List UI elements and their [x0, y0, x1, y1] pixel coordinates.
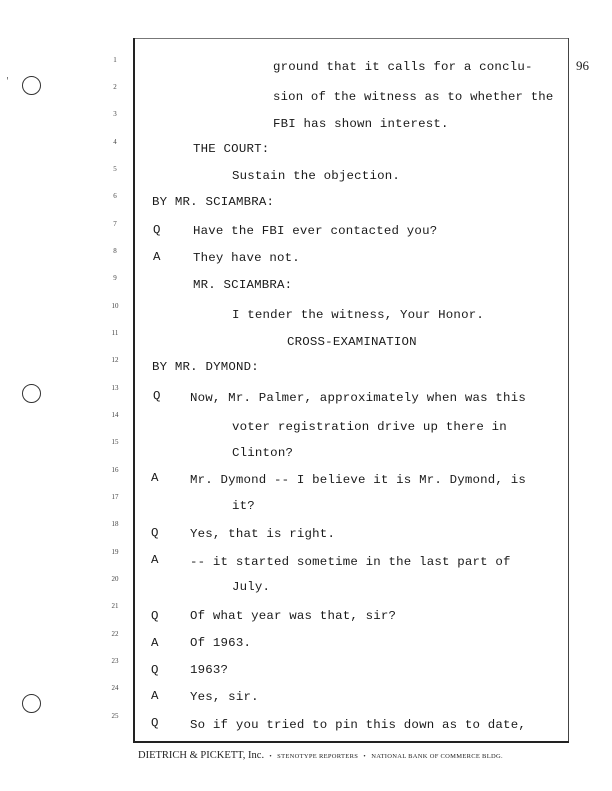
line-number: 13	[111, 384, 119, 392]
punch-hole-icon	[22, 384, 41, 403]
footer-separator: •	[269, 753, 272, 760]
transcript-line: I tender the witness, Your Honor.	[232, 308, 484, 322]
line-number: 17	[111, 493, 119, 501]
line-number: 18	[111, 520, 119, 528]
punch-hole-icon	[22, 76, 41, 95]
page-border-top	[133, 38, 569, 39]
section-heading: CROSS-EXAMINATION	[287, 335, 417, 349]
page-number: 96	[576, 58, 589, 73]
margin-mark: '	[5, 77, 10, 86]
line-number: 2	[113, 83, 117, 91]
footer-firm: DIETRICH & PICKETT, Inc.	[138, 750, 265, 761]
line-number: 9	[113, 274, 117, 282]
question-marker: Q	[151, 609, 159, 623]
footer-separator: •	[363, 753, 366, 760]
line-number: 20	[111, 575, 119, 583]
question-marker: Q	[151, 716, 159, 730]
transcript-line: FBI has shown interest.	[273, 117, 449, 131]
line-number: 6	[113, 192, 117, 200]
question-marker: Q	[153, 389, 161, 403]
footer-address: NATIONAL BANK OF COMMERCE BLDG.	[371, 753, 503, 760]
line-number: 7	[113, 220, 117, 228]
line-number: 14	[111, 411, 119, 419]
question-marker: Q	[153, 223, 161, 237]
transcript-line: Of what year was that, sir?	[190, 609, 397, 623]
line-number: 3	[113, 110, 117, 118]
line-number: 21	[111, 602, 119, 610]
question-marker: Q	[151, 663, 159, 677]
transcript-line: ground that it calls for a conclu-	[273, 60, 533, 74]
line-number: 8	[113, 247, 117, 255]
punch-hole-icon	[22, 694, 41, 713]
line-number: 4	[113, 138, 117, 146]
line-number: 1	[113, 56, 117, 64]
transcript-line: Clinton?	[232, 446, 294, 460]
answer-marker: A	[151, 553, 159, 567]
transcript-line: Sustain the objection.	[232, 169, 400, 183]
transcript-line: 1963?	[190, 663, 229, 677]
page-border-right	[568, 38, 569, 741]
line-number: 24	[111, 684, 119, 692]
line-number: 15	[111, 438, 119, 446]
transcript-line: Of 1963.	[190, 636, 252, 650]
transcript-line: July.	[232, 580, 271, 594]
transcript-line: Mr. Dymond -- I believe it is Mr. Dymond, is	[190, 473, 526, 487]
footer-service: STENOTYPE REPORTERS	[277, 753, 359, 760]
answer-marker: A	[153, 250, 161, 264]
line-number: 10	[111, 302, 119, 310]
question-marker: Q	[151, 526, 159, 540]
transcript-line: Yes, that is right.	[190, 527, 336, 541]
speaker-heading: MR. SCIAMBRA:	[193, 278, 293, 292]
line-number: 22	[111, 630, 119, 638]
transcript-line: voter registration drive up there in	[232, 420, 507, 434]
line-number: 16	[111, 466, 119, 474]
answer-marker: A	[151, 471, 159, 485]
transcript-line: it?	[232, 499, 255, 513]
transcript-line: Have the FBI ever contacted you?	[193, 224, 438, 238]
line-number: 11	[111, 329, 119, 337]
transcript-line: They have not.	[193, 251, 300, 265]
examiner-heading: BY MR. SCIAMBRA:	[152, 195, 275, 209]
transcript-line: So if you tried to pin this down as to date,	[190, 718, 526, 732]
transcript-line: Now, Mr. Palmer, approximately when was this	[190, 391, 526, 405]
page-border-bottom	[133, 741, 569, 743]
line-number: 23	[111, 657, 119, 665]
line-number: 12	[111, 356, 119, 364]
answer-marker: A	[151, 689, 159, 703]
speaker-heading: THE COURT:	[193, 142, 270, 156]
transcript-line: sion of the witness as to whether the	[273, 90, 554, 104]
line-number: 5	[113, 165, 117, 173]
line-number: 19	[111, 548, 119, 556]
transcript-line: Yes, sir.	[190, 690, 259, 704]
page-border-left	[133, 38, 135, 741]
reporter-footer	[138, 750, 503, 761]
line-number: 25	[111, 712, 119, 720]
answer-marker: A	[151, 636, 159, 650]
transcript-line: -- it started sometime in the last part of	[190, 555, 511, 569]
examiner-heading: BY MR. DYMOND:	[152, 360, 259, 374]
